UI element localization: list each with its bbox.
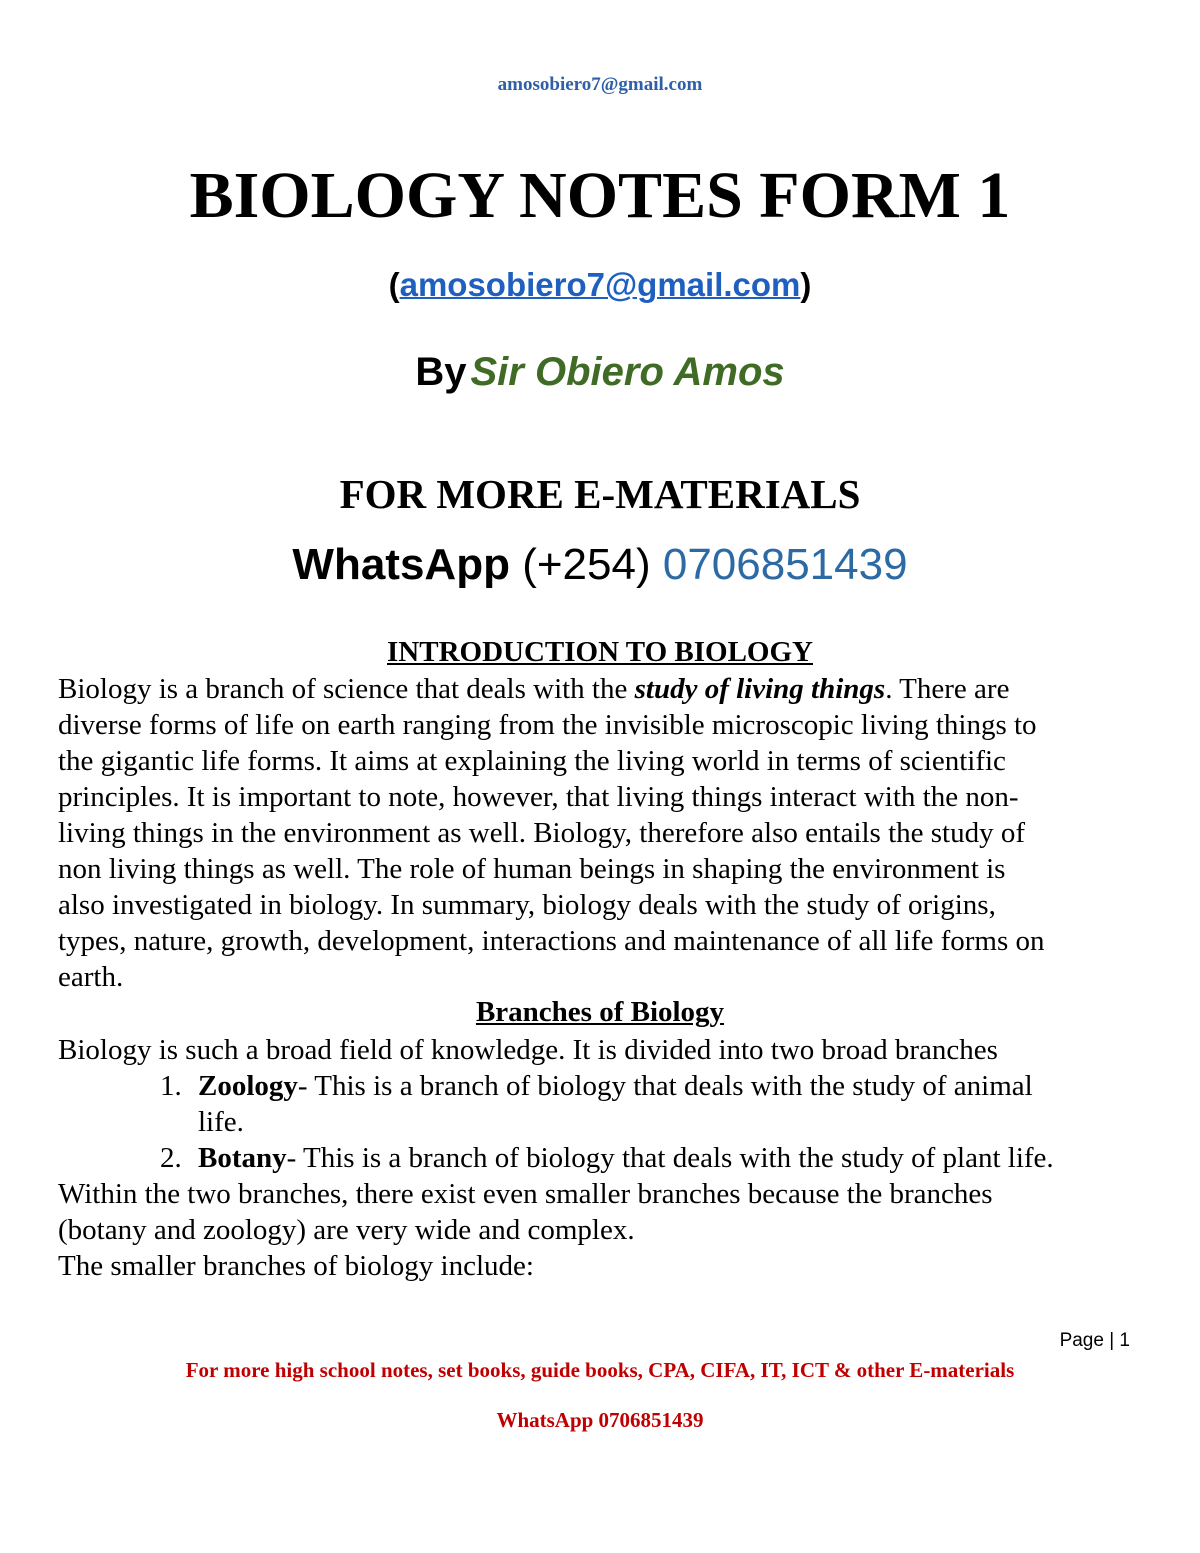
intro-line: earth. [58,961,124,993]
byline-by: By [415,350,467,394]
footer-whatsapp: WhatsApp 0706851439 [496,1408,704,1432]
paragraph-line: The smaller branches of biology include: [58,1250,534,1282]
intro-paragraph [58,671,1158,995]
intro-heading: INTRODUCTION TO BIOLOGY [387,636,813,668]
list-term: Botany [198,1142,287,1174]
whatsapp-line [0,540,1200,590]
intro-line: Biology is a branch of science that deals with the study of living things. There are [58,673,1010,705]
author-name: Sir Obiero Amos [470,350,785,394]
list-number: 2. [160,1142,182,1174]
title-email-line [0,266,1200,304]
byline [0,350,1200,395]
page-title: BIOLOGY NOTES FORM 1 [189,159,1011,232]
intro-line: living things in the environment as well. Biology, therefore also entails the study of [58,817,1026,849]
paragraph-line: (botany and zoology) are very wide and complex. [58,1214,635,1246]
email-link[interactable]: amosobiero7@gmail.com [399,266,801,303]
whatsapp-label: WhatsApp [292,540,510,589]
branches-after-paragraph [58,1176,1158,1284]
header-email: amosobiero7@gmail.com [497,74,703,95]
whatsapp-country-code: (+254) [522,540,651,589]
open-paren: ( [388,266,400,303]
list-term: Zoology [198,1070,298,1102]
list-number: 1. [160,1070,182,1102]
branches-intro: Biology is such a broad field of knowledge. It is divided into two broad branches [58,1034,998,1066]
intro-line: diverse forms of life on earth ranging from the invisible microscopic living things to [58,709,1037,741]
more-materials-heading: FOR MORE E-MATERIALS [339,471,861,517]
intro-line: also investigated in biology. In summary, biology deals with the study of origins, [58,889,996,921]
intro-line: types, nature, growth, development, interactions and maintenance of all life forms on [58,925,1045,957]
whatsapp-number: 0706851439 [662,540,908,589]
intro-emphasis: study of living things [634,673,886,705]
intro-line: non living things as well. The role of human beings in shaping the environment is [58,853,1006,885]
list-body: Botany- This is a branch of biology that deals with the study of plant life. [198,1142,1054,1174]
intro-line: the gigantic life forms. It aims at explaining the living world in terms of scientific [58,745,1006,777]
list-body: Zoology- This is a branch of biology that deals with the study of animal life. [198,1070,1033,1138]
branches-heading: Branches of Biology [475,996,725,1028]
page-number: Page | 1 [1059,1330,1130,1351]
close-paren: ) [800,266,812,303]
paragraph-line: Within the two branches, there exist even smaller branches because the branches [58,1178,993,1210]
intro-line: principles. It is important to note, however, that living things interact with the non- [58,781,1019,813]
footer-promo: For more high school notes, set books, guide books, CPA, CIFA, IT, ICT & other E-materials [185,1358,1015,1382]
